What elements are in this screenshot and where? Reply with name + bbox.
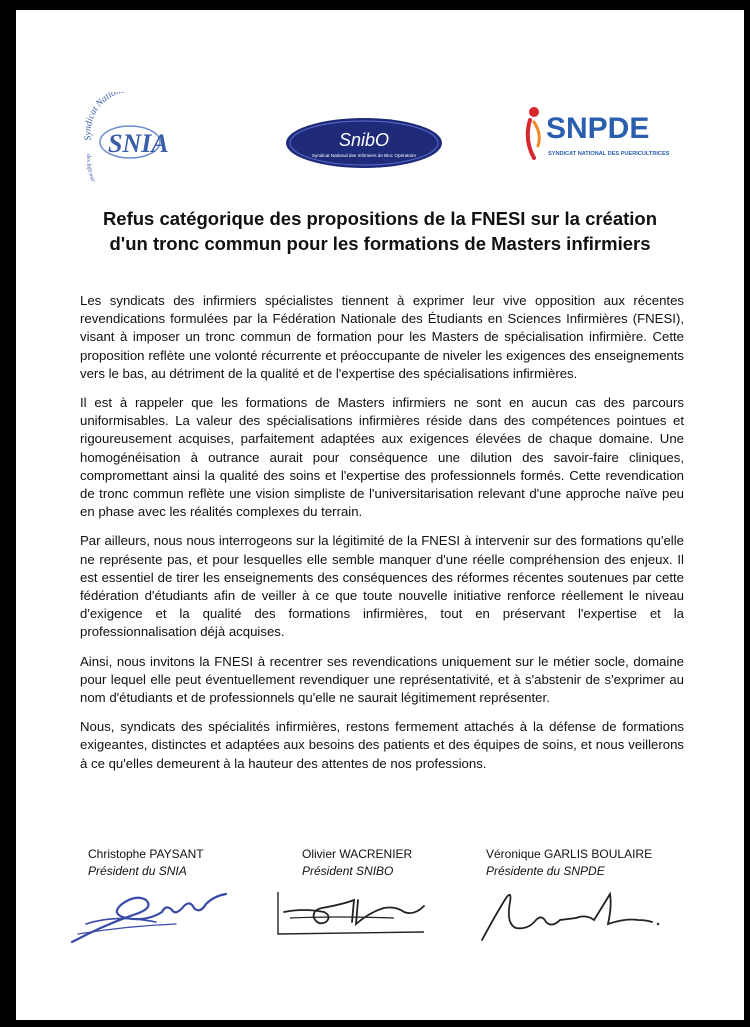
snpde-logo (520, 100, 680, 170)
signature-garlis-boulaire (476, 884, 666, 951)
snia-logo (80, 92, 190, 182)
snpde-subtitle: SYNDICAT NATIONAL DES PUERICULTRICES (548, 151, 670, 157)
snia-bottom-text: des Infirmie (84, 153, 96, 182)
document-title (56, 206, 704, 256)
signatory-name: Christophe PAYSANT (88, 847, 204, 861)
signatory-snpde (486, 846, 652, 880)
signatory-role: Présidente du SNPDE (486, 864, 605, 878)
paragraph: Il est à rappeler que les formations de Masters infirmiers ne sont en aucun cas des parcours uniformisables. La valeur des spécialisations infirmières réside dans des compétences pointues et rigoureusement acquises, parfaitement adaptées aux exigences élevées de chaque domaine. Une homogénéisation à outrance aurait pour conséquence une dilution des savoir-faire cliniques, compromettant ainsi la qualité des soins et l'expertise des professionnels formés. Cette revendication de tronc commun reflète une vision simpliste de l'universitarisation relevant d'une approche naïve peu en phase avec les réalités complexes du terrain. (80, 395, 684, 520)
signatory-snia (88, 846, 204, 880)
signature-paysant (66, 884, 236, 953)
paragraph: Nous, syndicats des spécialités infirmières, restons fermement attachés à la défense de formations exigeantes, distinctes et adaptées aux besoins des patients et des équipes de soins, et nous veillerons à ce qu'elles demeurent à la hauteur des attentes de nos professions. (80, 719, 684, 771)
title-line-1: Refus catégorique des propositions de la FNESI sur la création (102, 208, 658, 229)
document-body (80, 292, 684, 784)
paragraph: Ainsi, nous invitons la FNESI à recentrer ses revendications uniquement sur le métier socle, domaine pour lequel elle peut éventuellement revendiquer une représentativité, et à s'abstenir de s'exprimer au nom d'étudiants et de professionnels qu'elle ne saurait légitimement représenter. (80, 653, 684, 706)
snibo-logo (284, 116, 444, 170)
paragraph: Les syndicats des infirmiers spécialistes tiennent à exprimer leur vive opposition aux récentes revendications formulées par la Fédération Nationale des Étudiants en Sciences Infirmières (FNESI), visant à imposer un tronc commun de formation pour les Masters de spécialisation infirmière. Cette proposition reflète une volonté récurrente et préoccupante de niveler les exigences des enseignements vers le bas, au détriment de la qualité et de l'expertise des spécialisations infirmières. (80, 293, 684, 381)
title-line-2: d'un tronc commun pour les formations de Masters infirmiers (109, 233, 651, 254)
snia-arc-text: Syndicat Natio (83, 92, 118, 141)
snibo-name: SnibO (338, 130, 390, 150)
paragraph: Par ailleurs, nous nous interrogeons sur la légitimité de la FNESI à intervenir sur des formations qu'elle ne représente pas, et pour lesquelles elle semble manquer d'une réelle compréhension des enjeux. Il est essentiel de tirer les enseignements des conséquences des réformes récentes soutenues par cette fédération d'étudiants afin de veiller à ce que toute nouvelle initiative renforce réellement le niveau d'exigence et la qualité des formations infirmières, tout en préservant l'expertise et la professionnalisation déjà acquises. (80, 533, 684, 640)
snibo-subtitle: Syndicat National des Infirmiers de Bloc Opératoire (311, 153, 417, 158)
signatory-role: Président SNIBO (302, 864, 394, 878)
signatory-role: Président du SNIA (88, 864, 187, 878)
document-page (16, 10, 744, 1020)
signatory-name: Olivier WACRENIER (302, 847, 413, 861)
signature-wacrenier (274, 882, 446, 947)
signatory-snibo (302, 846, 412, 880)
signatory-name: Véronique GARLIS BOULAIRE (486, 847, 653, 861)
snpde-name: SNPDE (546, 112, 650, 145)
snia-name: SNIA (108, 129, 169, 158)
